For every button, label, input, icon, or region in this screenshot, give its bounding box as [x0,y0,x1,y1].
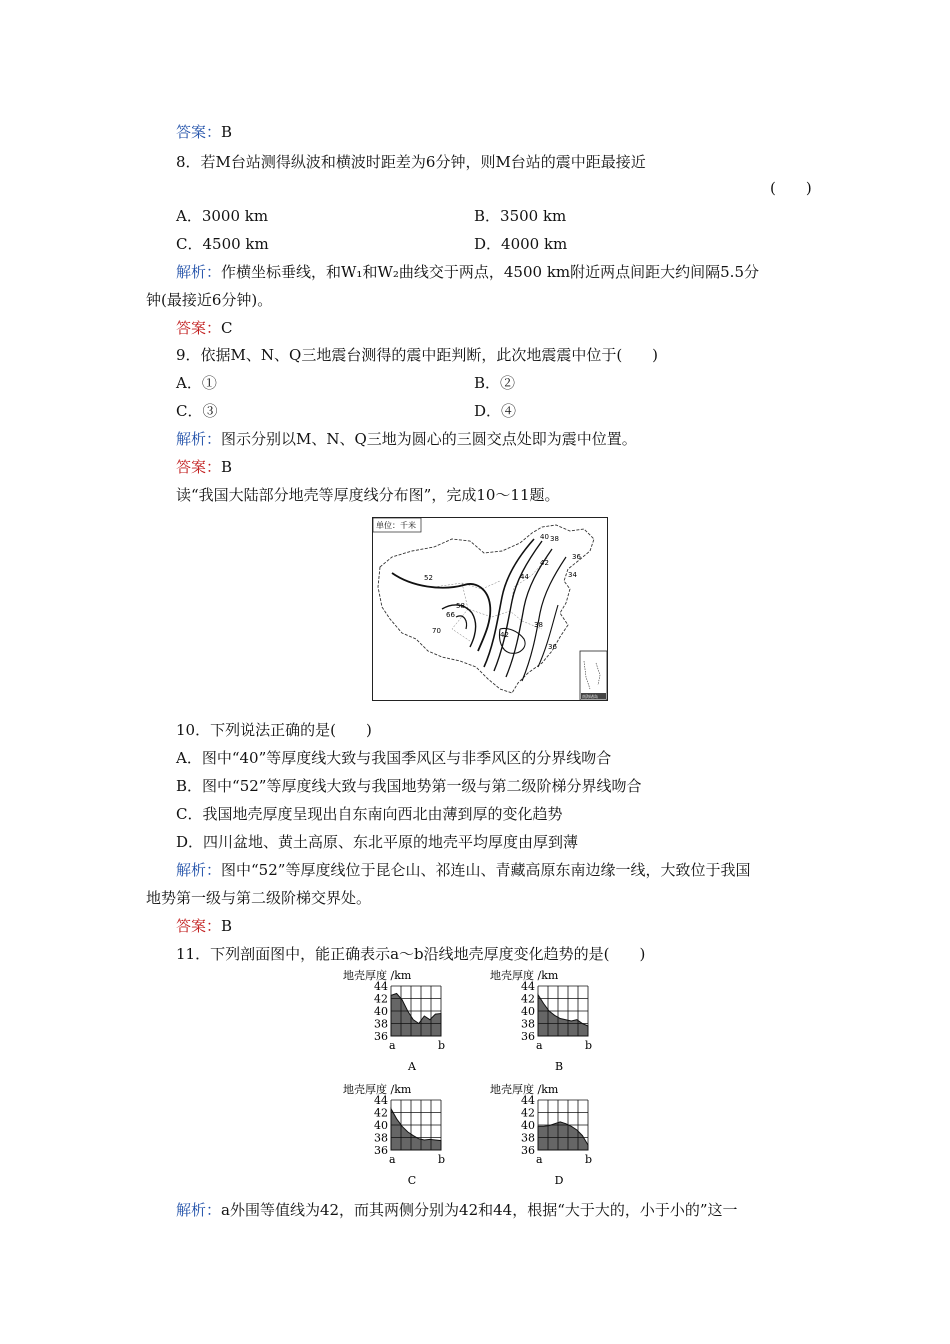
profile-svg [490,968,630,1090]
analysis-label: 解析： [176,1201,222,1219]
y-tick-label: 42 [374,1106,388,1120]
contour-label: 38 [550,535,559,543]
q11-stem: 11．下列剖面图中，能正确表示a～b沿线地壳厚度变化趋势的是( ) [176,945,646,963]
answer-label: 答案： [176,458,222,476]
analysis-text: 图示分别以M、N、Q三地为圆心的三圆交点处即为震中位置。 [221,430,637,448]
profile-chart-b [490,968,630,1090]
y-tick-label: 36 [521,1030,535,1043]
y-tick-label: 42 [521,992,535,1006]
q10-option-b: B．图中“52”等厚度线大致与我国地势第一级与第二级阶梯分界线吻合 [176,777,642,795]
chart-letter: A [408,1060,416,1073]
chart-letter: D [554,1174,564,1187]
chart-letter: C [407,1174,417,1187]
answer-label: 答案： [176,123,222,141]
y-tick-label: 40 [521,1005,535,1018]
y-tick-label: 38 [521,1017,535,1031]
profile-chart-c [343,1082,483,1204]
q9-stem: 9．依据M、N、Q三地震台测得的震中距判断，此次地震震中位于( ) [176,346,659,364]
contour-label: 36 [572,553,581,561]
answer-line [176,122,232,142]
q10-analysis-cont: 地势第一级与第二级阶梯交界处。 [146,889,372,907]
y-tick-label: 38 [374,1017,388,1031]
profile-svg [343,968,483,1090]
x-label-a: a [536,1153,543,1166]
analysis-label: 解析： [176,263,222,281]
x-label-a: a [389,1039,396,1052]
q8-answer [176,318,233,338]
y-tick-label: 36 [521,1144,535,1157]
answer-label: 答案： [176,917,222,935]
inset-label: 南海诸岛 [582,694,598,699]
contour-label: 70 [432,627,441,635]
y-tick-label: 44 [374,1094,388,1107]
analysis-label: 解析： [176,861,222,879]
profile-area [391,1109,441,1150]
contour-label: 66 [446,611,455,619]
y-tick-label: 38 [521,1131,535,1145]
contour-label: 58 [456,602,465,610]
chart-letter: B [554,1060,564,1073]
q11-analysis [176,1200,738,1220]
contour-label: 38 [534,621,543,629]
q10-answer [176,916,232,936]
y-tick-label: 40 [374,1005,388,1018]
chart-title: 地壳厚度 /km [490,1083,559,1096]
q9-answer [176,457,232,477]
profile-area [538,995,588,1036]
contour-label: 42 [540,559,549,567]
y-tick-label: 42 [374,992,388,1006]
x-label-a: a [389,1153,396,1166]
x-label-a: a [536,1039,543,1052]
y-tick-label: 42 [521,1106,535,1120]
y-tick-label: 40 [374,1119,388,1132]
profile-area [391,994,441,1037]
chart-title: 地壳厚度 /km [343,1083,412,1096]
answer-value: C [221,319,233,337]
q8-option-d: D．4000 km [474,235,568,253]
q8-option-b: B．3500 km [474,207,567,225]
q10-option-d: D．四川盆地、黄土高原、东北平原的地壳平均厚度由厚到薄 [176,833,579,851]
q9-option-d: D．④ [474,402,517,420]
y-tick-label: 44 [521,1094,535,1107]
analysis-text: a外围等值线为42，而其两侧分别为42和44，根据“大于大的，小于小的”这一 [221,1201,738,1219]
profile-chart-a [343,968,483,1090]
y-tick-label: 36 [374,1144,388,1157]
x-label-b: b [438,1153,446,1166]
contour-label: 44 [520,573,529,581]
q8-analysis [176,262,759,282]
profile-area [538,1122,588,1150]
contour-label: 40 [540,533,549,541]
profile-svg [343,1082,483,1204]
analysis-label: 解析： [176,430,222,448]
x-label-b: b [438,1039,446,1052]
map-unit-label: 单位：千米 [376,521,416,530]
contour-label: 36 [548,643,557,651]
profile-chart-d [490,1082,630,1204]
q9-option-b: B．② [474,374,516,392]
analysis-text: 作横坐标垂线，和W₁和W₂曲线交于两点，4500 km附近两点间距大约间隔5.5分 [221,263,759,281]
y-tick-label: 44 [374,980,388,993]
answer-value: B [221,917,233,935]
contour-label: 52 [424,574,433,582]
q9-analysis [176,429,637,449]
y-tick-label: 40 [521,1119,535,1132]
q9-option-c: C．③ [176,402,218,420]
contour-label: 34 [568,571,577,579]
q10-option-a: A．图中“40”等厚度线大致与我国季风区与非季风区的分界线吻合 [176,749,612,767]
chart-title: 地壳厚度 /km [490,969,559,982]
q8-option-c: C．4500 km [176,235,269,253]
answer-label: 答案： [176,319,222,337]
y-tick-label: 36 [374,1030,388,1043]
y-tick-label: 44 [521,980,535,993]
analysis-text: 图中“52”等厚度线位于昆仑山、祁连山、青藏高原东南边缘一线，大致位于我国 [221,861,751,879]
profile-svg [490,1082,630,1204]
y-tick-label: 38 [374,1131,388,1145]
q9-option-a: A．① [176,374,217,392]
q8-stem: 8．若M台站测得纵波和横波时距差为6分钟，则M台站的震中距最接近 [176,153,646,171]
answer-value: B [221,123,233,141]
q8-analysis-cont: 钟(最接近6分钟)。 [146,291,273,309]
map-svg [372,517,608,701]
contour-label: 42 [500,631,509,639]
chart-title: 地壳厚度 /km [343,969,412,982]
crust-thickness-map [372,517,608,701]
x-label-b: b [585,1153,593,1166]
answer-value: B [221,458,233,476]
intro-10-11: 读“我国大陆部分地壳等厚度线分布图”，完成10～11题。 [176,486,560,504]
x-label-b: b [585,1039,593,1052]
q8-option-a: A．3000 km [176,207,269,225]
q10-option-c: C．我国地壳厚度呈现出自东南向西北由薄到厚的变化趋势 [176,805,563,823]
q10-analysis [176,860,750,880]
q8-paren: ( ) [770,179,812,197]
q10-stem: 10．下列说法正确的是( ) [176,721,372,739]
